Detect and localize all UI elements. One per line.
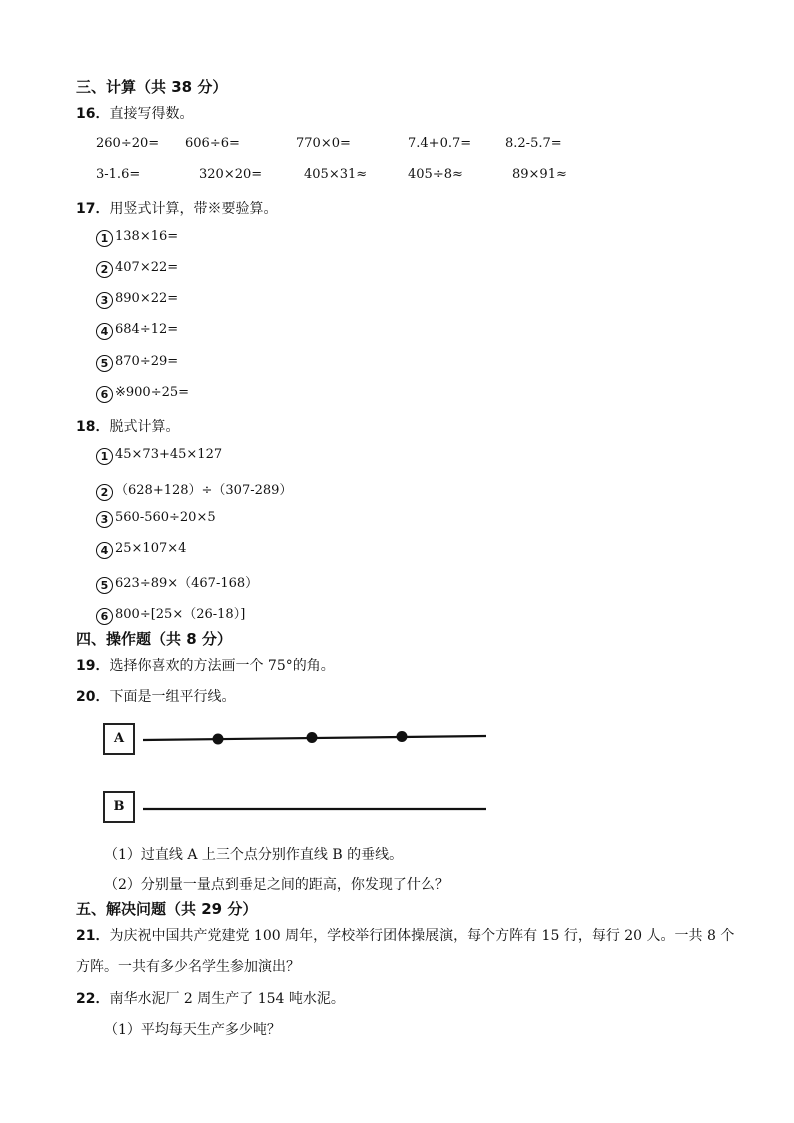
expression: 890×22= <box>115 291 179 306</box>
expression: 870÷29= <box>115 354 179 369</box>
circled-number: 2 <box>96 261 113 278</box>
expression: 45×73+45×127 <box>115 447 223 462</box>
circled-number: 6 <box>96 386 113 403</box>
question-number: 18． <box>76 419 110 435</box>
expression: ※900÷25= <box>115 385 190 400</box>
question-20-part-1: （1）过直线 A 上三个点分别作直线 B 的垂线。 <box>104 847 404 863</box>
mental-math-item: 3-1.6= <box>96 167 141 182</box>
vertical-calc-item <box>96 322 178 340</box>
parallel-lines-figure <box>140 720 490 820</box>
stepwise-calc-item <box>96 479 292 501</box>
question-number: 17． <box>76 201 110 217</box>
circled-number: 5 <box>96 577 113 594</box>
mental-math-item: 770×0= <box>296 136 351 151</box>
question-text: 直接写得数。 <box>109 106 194 122</box>
circled-number: 4 <box>96 542 113 559</box>
mental-math-item: 405÷8≈ <box>408 167 463 182</box>
point-on-line-a <box>213 734 224 745</box>
question-18 <box>76 416 179 436</box>
question-19 <box>76 655 335 675</box>
mental-math-item: 260÷20= <box>96 136 160 151</box>
question-text: 南华水泥厂 2 周生产了 154 吨水泥。 <box>109 991 345 1007</box>
mental-math-item: 89×91≈ <box>512 167 567 182</box>
vertical-calc-item <box>96 260 178 278</box>
vertical-calc-item <box>96 229 178 247</box>
question-17 <box>76 198 277 218</box>
circled-number: 5 <box>96 355 113 372</box>
question-number: 22． <box>76 991 110 1007</box>
point-on-line-a <box>307 732 318 743</box>
question-number: 19． <box>76 658 110 674</box>
mental-math-item: 7.4+0.7= <box>408 136 472 151</box>
expression: 623÷89×（467-168） <box>115 576 259 591</box>
vertical-calc-item <box>96 291 178 309</box>
question-number: 21． <box>76 928 110 944</box>
question-text: 脱式计算。 <box>109 419 180 435</box>
expression: 25×107×4 <box>115 541 187 556</box>
question-16 <box>76 103 193 123</box>
circled-number: 3 <box>96 511 113 528</box>
question-text: 用竖式计算，带※要验算。 <box>109 201 278 217</box>
section-title-problem-solving: 五、解决问题（共 29 分） <box>76 900 258 918</box>
question-22-part-1: （1）平均每天生产多少吨？ <box>104 1022 281 1038</box>
question-text: 为庆祝中国共产党建党 100 周年，学校举行团体操展演，每个方阵有 15 行，每行 20 人。一共 8 个 <box>109 928 735 944</box>
question-20 <box>76 686 235 706</box>
stepwise-calc-item <box>96 541 186 559</box>
stepwise-calc-item <box>96 603 245 625</box>
label-box-a: A <box>103 723 135 755</box>
mental-math-item: 405×31≈ <box>304 167 368 182</box>
question-21 <box>76 925 734 945</box>
mental-math-item: 606÷6= <box>185 136 240 151</box>
expression: 800÷[25×（26-18）] <box>115 607 246 622</box>
question-text: 选择你喜欢的方法画一个 75°的角。 <box>109 658 335 674</box>
mental-math-item: 320×20= <box>199 167 263 182</box>
section-title-operation: 四、操作题（共 8 分） <box>76 630 232 648</box>
question-number: 20． <box>76 689 110 705</box>
expression: 684÷12= <box>115 322 179 337</box>
expression: 138×16= <box>115 229 179 244</box>
circled-number: 4 <box>96 323 113 340</box>
vertical-calc-item <box>96 385 189 403</box>
stepwise-calc-item <box>96 510 216 528</box>
section-title-calculation: 三、计算（共 38 分） <box>76 78 228 96</box>
expression: （628+128）÷（307-289） <box>115 483 293 498</box>
point-on-line-a <box>397 731 408 742</box>
question-21-continued: 方阵。一共有多少名学生参加演出？ <box>76 959 300 975</box>
circled-number: 1 <box>96 230 113 247</box>
circled-number: 3 <box>96 292 113 309</box>
circled-number: 1 <box>96 448 113 465</box>
circled-number: 2 <box>96 484 113 501</box>
question-22 <box>76 988 345 1008</box>
stepwise-calc-item <box>96 572 258 594</box>
question-20-part-2: （2）分别量一量点到垂足之间的距高，你发现了什么？ <box>104 877 449 893</box>
mental-math-item: 8.2-5.7= <box>505 136 562 151</box>
question-number: 16． <box>76 106 110 122</box>
question-text: 下面是一组平行线。 <box>109 689 236 705</box>
expression: 407×22= <box>115 260 179 275</box>
stepwise-calc-item <box>96 447 222 465</box>
label-box-b: B <box>103 791 135 823</box>
expression: 560-560÷20×5 <box>115 510 216 525</box>
vertical-calc-item <box>96 354 178 372</box>
circled-number: 6 <box>96 608 113 625</box>
